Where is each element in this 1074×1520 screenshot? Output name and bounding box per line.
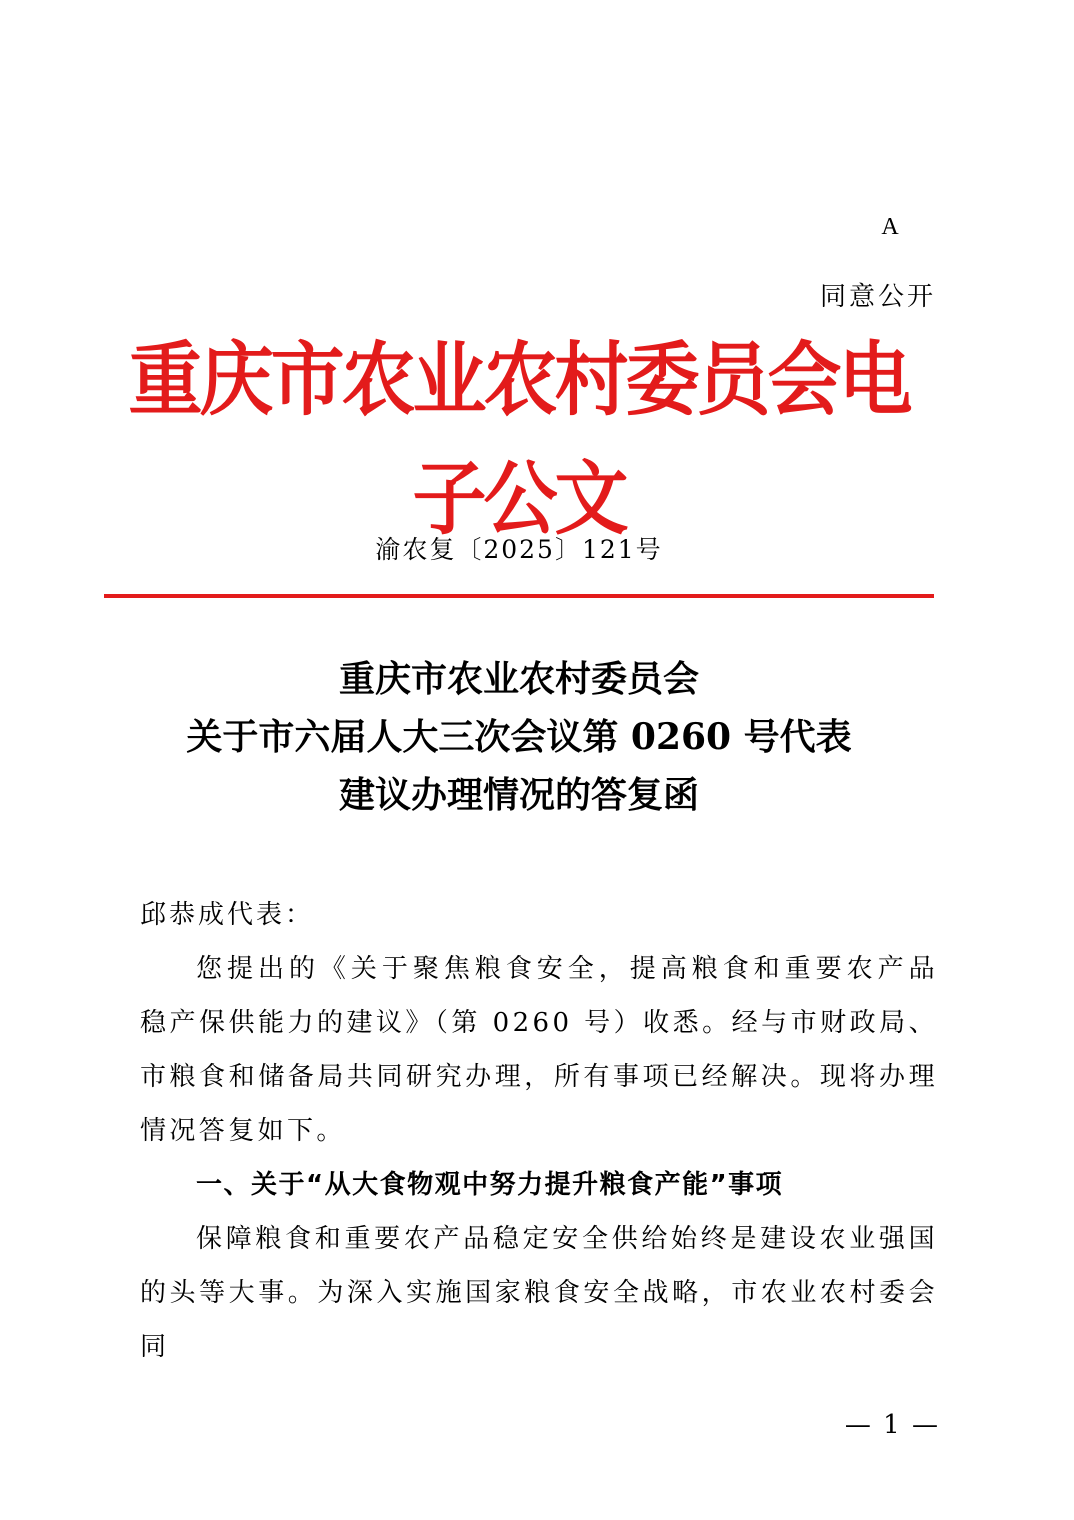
page-number: — 1 —: [844, 1410, 940, 1440]
document-body: [140, 888, 968, 1374]
title-line-1: 重庆市农业农村委员会: [338, 658, 699, 700]
disclosure-status: 同意公开: [819, 282, 936, 312]
document-title: [104, 650, 934, 824]
red-separator-line: [104, 594, 934, 598]
classification-mark: A: [881, 214, 899, 240]
section-paragraph: 保障粮食和重要农产品稳定安全供给始终是建设农业强国的头等大事。为深入实施国家粮食安全战略，市农业农村委会同: [140, 1224, 938, 1362]
masthead-title: 重庆市农业农村委员会电子公文: [128, 334, 910, 546]
title-line-2: 关于市六届人大三次会议第 0260 号代表: [186, 716, 852, 758]
intro-paragraph: 您提出的《关于聚焦粮食安全，提高粮食和重要农产品 稳产保供能力的建议》（第 0260 号）收悉。经与市财政局、市粮食和储备局共同研究办理，所有事项已经解决。现将办理情况答复如下。: [140, 954, 968, 1146]
section-heading: 一、关于“从大食物观中努力提升粮食产能”事项: [196, 1170, 784, 1200]
title-line-3: 建议办理情况的答复函: [338, 774, 699, 816]
document-number: 渝农复〔2025〕121号: [375, 535, 663, 564]
salutation: 邱恭成代表：: [140, 900, 315, 930]
